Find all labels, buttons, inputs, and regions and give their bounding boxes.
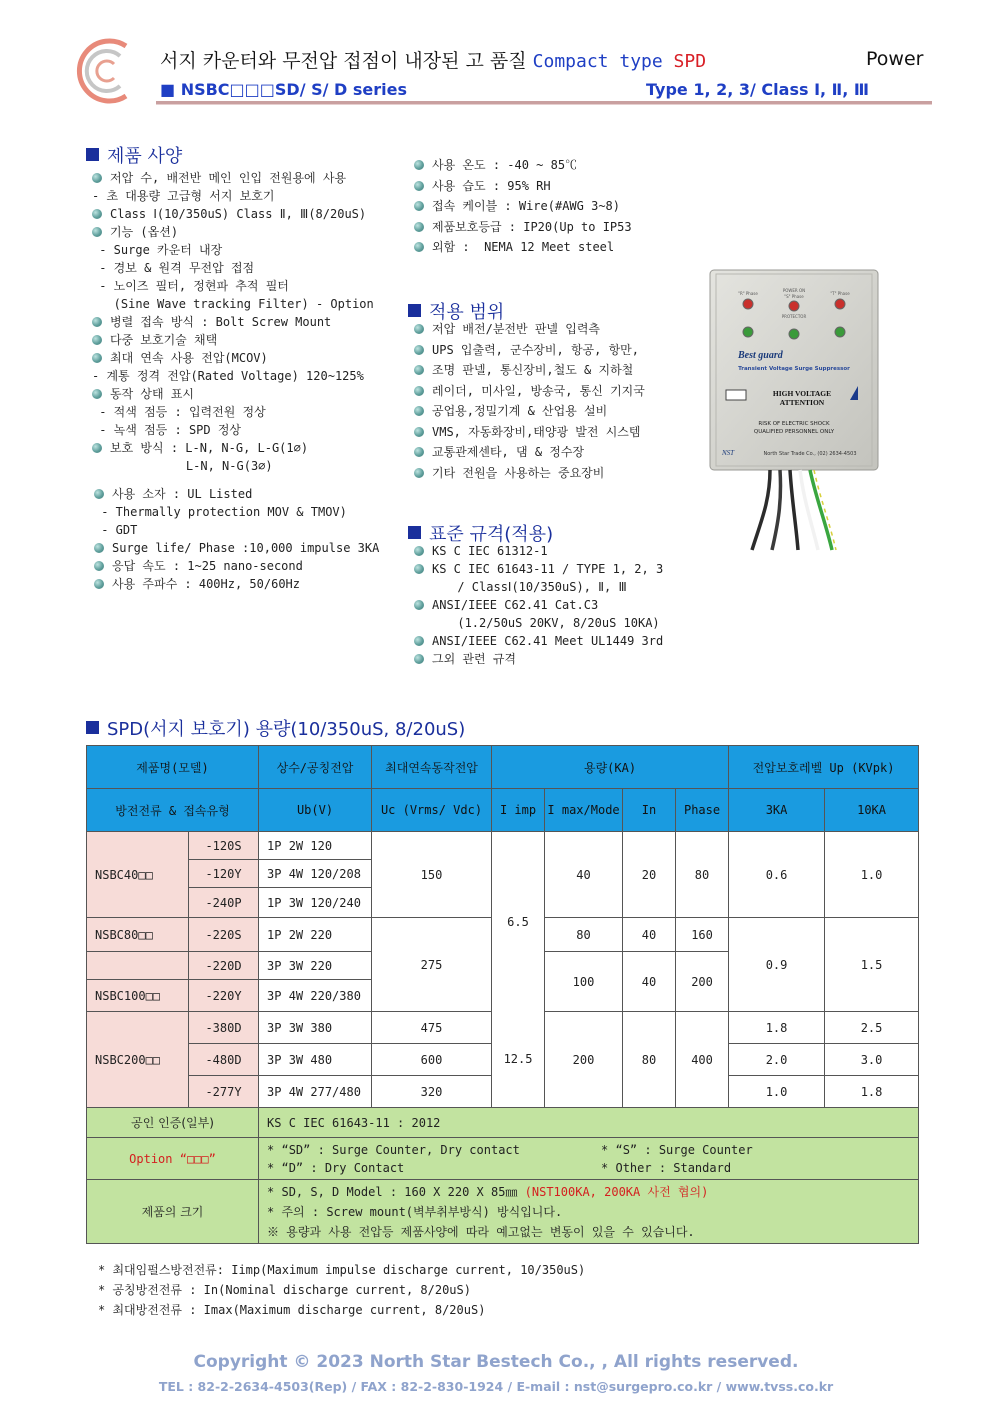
list-item — [414, 578, 663, 596]
svg-text:QUALIFIED PERSONNEL ONLY: QUALIFIED PERSONNEL ONLY — [753, 429, 835, 435]
imax-cell: 40 — [545, 832, 623, 918]
k3-cell: 2.0 — [729, 1044, 825, 1076]
list-item-text: 공업용,정밀기계 & 산업용 설비 — [432, 404, 608, 418]
list-item — [92, 277, 374, 295]
svg-text:POWER ON: POWER ON — [782, 288, 806, 293]
list-item-text: (Sine Wave tracking Filter) - Option — [92, 297, 374, 311]
option-s: * “S” : Surge Counter — [601, 1142, 753, 1157]
model-nsbc40: NSBC40□□ — [87, 832, 189, 918]
bullet-dot-icon — [414, 447, 424, 457]
header-model: 제품명(모델) — [87, 746, 259, 789]
bullet-dot-icon — [414, 468, 424, 478]
phase-cell: 80 — [676, 832, 729, 918]
list-item-text: - Thermally protection MOV & TMOV) — [94, 505, 347, 519]
list-item-text: 보호 방식 : L-N, N-G, L-G(1∅) — [110, 441, 309, 455]
list-item — [414, 155, 632, 176]
k3-cell: 1.0 — [729, 1076, 825, 1108]
spec-section-title: 제품 사양 — [86, 142, 182, 168]
list-item-text: 응답 속도 : 1~25 nano-second — [112, 559, 303, 573]
list-item-text: Surge life/ Phase :10,000 impulse 3KA — [112, 541, 380, 555]
header-imax: I max/Mode — [545, 789, 623, 832]
suffix-cell: -480D — [189, 1044, 259, 1076]
list-item — [414, 596, 663, 614]
header-capacity: 용량(KA) — [492, 746, 729, 789]
application-list — [414, 319, 645, 483]
bullet-dot-icon — [92, 227, 102, 237]
list-item — [92, 421, 374, 439]
suffix-cell: -220S — [189, 918, 259, 952]
page-title — [160, 46, 706, 73]
size-dimensions: * SD, S, D Model : 160 X 220 X 85㎜ — [267, 1184, 525, 1199]
suffix-cell: -240P — [189, 888, 259, 918]
in-cell: 40 — [623, 952, 676, 1012]
svg-text:"S" Phase: "S" Phase — [784, 294, 804, 299]
k10-cell: 2.5 — [825, 1012, 919, 1044]
phase-cell: 400 — [676, 1012, 729, 1108]
uc-cell: 275 — [372, 918, 492, 1012]
imax-cell: 100 — [545, 952, 623, 1012]
header-protection-level: 전압보호레벨 Up (KVpk) — [729, 746, 919, 789]
list-item-text: 최대 연속 사용 전압(MCOV) — [110, 351, 268, 365]
bullet-dot-icon — [92, 389, 102, 399]
size-label: 제품의 크기 — [87, 1180, 259, 1244]
suffix-cell: -120Y — [189, 860, 259, 888]
list-item — [414, 401, 645, 422]
contact-info: TEL : 82-2-2634-4503(Rep) / FAX : 82-2-830-1924 / E-mail : nst@surgepro.co.kr / www.tvss.co.kr — [158, 1379, 834, 1394]
spec-list-2 — [94, 485, 379, 593]
uc-cell: 320 — [372, 1076, 492, 1108]
list-item-text: - 노이즈 필터, 정현파 추적 필터 — [92, 279, 289, 293]
k10-cell: 3.0 — [825, 1044, 919, 1076]
model-blank — [87, 952, 189, 980]
bullet-dot-icon — [92, 443, 102, 453]
model-nsbc200: NSBC200□□ — [87, 1012, 189, 1108]
size-caution: * 주의 : Screw mount(벽부취부방식) 방식입니다. — [267, 1204, 563, 1219]
title-spd: SPD — [673, 51, 707, 72]
cert-value: KS C IEC 61643-11 : 2012 — [259, 1108, 919, 1138]
list-item-text: VMS, 자동화장비,태양광 발전 시스템 — [432, 424, 641, 439]
bullet-dot-icon — [92, 317, 102, 327]
list-item — [92, 385, 374, 403]
k10-cell: 1.5 — [825, 918, 919, 1012]
list-item-text: / ClassⅠ(10/350uS), Ⅱ, Ⅲ — [414, 580, 627, 594]
list-item — [92, 187, 374, 205]
option-other: * Other : Standard — [601, 1160, 732, 1175]
list-item-text: ANSI/IEEE C62.41 Cat.C3 — [432, 598, 599, 612]
list-item-text: 사용 주파수 : 400Hz, 50/60Hz — [112, 577, 301, 591]
list-item — [92, 313, 374, 331]
list-item-text: 교통관제센타, 댐 & 정수장 — [432, 445, 585, 459]
list-item-text: 레이더, 미사일, 방송국, 통신 기지국 — [432, 383, 645, 398]
list-item — [414, 319, 645, 340]
ub-cell: 3P 3W 380 — [259, 1012, 372, 1044]
list-item-text: UPS 입출력, 군수장비, 항공, 항만, — [432, 342, 639, 357]
bullet-dot-icon — [94, 579, 104, 589]
cert-label: 공인 인증(일부) — [87, 1108, 259, 1138]
list-item — [414, 360, 645, 381]
bullet-dot-icon — [414, 324, 424, 334]
list-item-text: 기타 전원을 사용하는 중요장비 — [432, 465, 605, 480]
list-item — [414, 614, 663, 632]
in-cell: 80 — [623, 1012, 676, 1108]
bullet-dot-icon — [94, 561, 104, 571]
bullet-dot-icon — [92, 335, 102, 345]
company-logo-icon — [74, 36, 154, 106]
k3-cell: 0.9 — [729, 918, 825, 1012]
standards-list — [414, 542, 663, 668]
list-item — [94, 503, 379, 521]
option-description — [259, 1138, 919, 1180]
model-nsbc100: NSBC100□□ — [87, 980, 189, 1012]
list-item — [92, 259, 374, 277]
ub-cell: 3P 4W 277/480 — [259, 1076, 372, 1108]
list-item — [414, 650, 663, 668]
ub-cell: 1P 2W 120 — [259, 832, 372, 860]
bullet-dot-icon — [414, 427, 424, 437]
list-item-text: - 적색 점등 : 입력전원 정상 — [92, 405, 266, 419]
bullet-dot-icon — [414, 345, 424, 355]
title-korean: 서지 카운터와 무전압 접점이 내장된 고 품질 — [160, 50, 533, 72]
size-description — [259, 1180, 919, 1244]
list-item — [92, 367, 374, 385]
bullet-dot-icon — [414, 242, 424, 252]
model-nsbc80: NSBC80□□ — [87, 918, 189, 952]
list-item — [414, 196, 632, 217]
list-item — [92, 331, 374, 349]
footnote: * 공칭방전전류 : In(Nominal discharge current, 8/20uS) — [98, 1283, 471, 1297]
header-3ka: 3KA — [729, 789, 825, 832]
header-uc: Uc (Vrms/ Vdc) — [372, 789, 492, 832]
list-item — [92, 439, 374, 457]
list-item-text: 그외 관련 규격 — [432, 652, 517, 666]
uc-cell: 600 — [372, 1044, 492, 1076]
list-item-text: (1.2/50uS 20KV, 8/20uS 10KA) — [414, 616, 660, 630]
list-item — [414, 381, 645, 402]
list-item — [94, 485, 379, 503]
option-d: * “D” : Dry Contact — [267, 1160, 405, 1175]
list-item-text: - GDT — [94, 523, 138, 537]
ub-cell: 3P 3W 480 — [259, 1044, 372, 1076]
list-item-text: 동작 상태 표시 — [110, 387, 195, 401]
bullet-dot-icon — [414, 406, 424, 416]
option-label: Option “□□□” — [87, 1138, 259, 1180]
svg-text:"T" Phase: "T" Phase — [830, 291, 850, 296]
bullet-dot-icon — [92, 353, 102, 363]
list-item-text: 사용 온도 : -40 ~ 85℃ — [432, 158, 578, 172]
list-item — [92, 457, 374, 475]
list-item — [92, 169, 374, 187]
header-divider-thin — [156, 104, 932, 105]
list-item — [414, 632, 663, 650]
ub-cell: 1P 2W 220 — [259, 918, 372, 952]
header-ub: Ub(V) — [259, 789, 372, 832]
header-phase: Phase — [676, 789, 729, 832]
svg-text:NST: NST — [722, 449, 735, 457]
bullet-dot-icon — [414, 564, 424, 574]
svg-text:North Star Trade Co., (02) 263: North Star Trade Co., (02) 2634-4503 — [763, 451, 857, 457]
k10-cell: 1.8 — [825, 1076, 919, 1108]
list-item-text: KS C IEC 61643-11 / TYPE 1, 2, 3 — [432, 562, 664, 576]
bullet-dot-icon — [414, 160, 424, 170]
bullet-dot-icon — [414, 546, 424, 556]
list-item-text: - 계통 정격 전압(Rated Voltage) 120~125% — [92, 369, 364, 383]
list-item — [414, 560, 663, 578]
list-item-text: 제품보호등급 : IP20(Up to IP53 — [432, 219, 632, 234]
square-bullet-icon — [86, 721, 99, 734]
capacity-section-title: SPD(서지 보호기) 용량(10/350uS, 8/20uS) — [86, 715, 465, 741]
list-item-text: 저압 수, 배전반 메인 인입 전원용에 사용 — [110, 171, 347, 185]
bullet-dot-icon — [414, 386, 424, 396]
list-item-text: 접속 케이블 : Wire(#AWG 3~8) — [432, 199, 621, 213]
k3-cell: 1.8 — [729, 1012, 825, 1044]
bullet-dot-icon — [92, 209, 102, 219]
imax-cell: 80 — [545, 918, 623, 952]
header-in: In — [623, 789, 676, 832]
square-bullet-icon — [408, 526, 421, 539]
ub-cell: 3P 4W 220/380 — [259, 980, 372, 1012]
capacity-table — [86, 745, 919, 1244]
series-name: ■ NSBC□□□SD/ S/ D series — [160, 80, 408, 99]
in-cell: 40 — [623, 918, 676, 952]
suffix-cell: -277Y — [189, 1076, 259, 1108]
uc-cell: 150 — [372, 832, 492, 918]
list-item-text: 다중 보호기술 채택 — [110, 333, 218, 347]
bullet-dot-icon — [94, 543, 104, 553]
list-item-text: 병렬 접속 방식 : Bolt Screw Mount — [110, 315, 332, 329]
list-item — [94, 539, 379, 557]
list-item-text: 사용 소자 : UL Listed — [112, 487, 253, 501]
list-item — [92, 223, 374, 241]
copyright: Copyright © 2023 North Star Bestech Co., , All rights reserved. — [193, 1352, 799, 1372]
list-item — [92, 241, 374, 259]
list-item — [92, 349, 374, 367]
list-item — [414, 176, 632, 197]
suffix-cell: -220D — [189, 952, 259, 980]
list-item — [92, 403, 374, 421]
list-item-text: Class Ⅰ(10/350uS) Class Ⅱ, Ⅲ(8/20uS) — [110, 207, 367, 221]
bullet-dot-icon — [414, 181, 424, 191]
header-discharge-type: 방전전류 & 접속유형 — [87, 789, 259, 832]
svg-text:Best guard: Best guard — [738, 350, 783, 361]
header-phase-voltage: 상수/공칭전압 — [259, 746, 372, 789]
iimp-cell: 6.5 — [492, 832, 545, 1012]
suffix-cell: -120S — [189, 832, 259, 860]
size-disclaimer: ※ 용량과 사용 전압등 제품사양에 따라 예고없는 변동이 있을 수 있습니다. — [267, 1224, 695, 1239]
k10-cell: 1.0 — [825, 832, 919, 918]
bullet-dot-icon — [94, 489, 104, 499]
bullet-dot-icon — [414, 222, 424, 232]
k3-cell: 0.6 — [729, 832, 825, 918]
header-iimp: I imp — [492, 789, 545, 832]
list-item — [94, 575, 379, 593]
footnote: * 최대임펄스방전전류: Iimp(Maximum impulse discharge current, 10/350uS) — [98, 1263, 586, 1277]
suffix-cell: -380D — [189, 1012, 259, 1044]
list-item-text: - 경보 & 원격 무전압 접점 — [92, 261, 255, 275]
suffix-cell: -220Y — [189, 980, 259, 1012]
list-item — [92, 295, 374, 313]
square-bullet-icon — [86, 148, 99, 161]
phase-cell: 200 — [676, 952, 729, 1012]
list-item — [414, 422, 645, 443]
application-section-title: 적용 범위 — [408, 298, 504, 324]
size-note-red: (NST100KA, 200KA 사전 협의) — [524, 1184, 709, 1199]
bullet-dot-icon — [414, 365, 424, 375]
svg-text:"R" Phase: "R" Phase — [738, 291, 758, 296]
list-item-text: ANSI/IEEE C62.41 Meet UL1449 3rd — [432, 634, 664, 648]
ub-cell: 1P 3W 120/240 — [259, 888, 372, 918]
list-item-text: 조명 판넬, 통신장비,철도 & 지하철 — [432, 363, 634, 377]
bullet-dot-icon — [414, 636, 424, 646]
device-photo — [700, 262, 886, 552]
list-item-text: - Surge 카운터 내장 — [92, 243, 223, 257]
bullet-dot-icon — [414, 600, 424, 610]
imax-cell: 200 — [545, 1012, 623, 1108]
list-item-text: 저압 배전/분전반 판넬 입력측 — [432, 322, 601, 336]
list-item — [94, 521, 379, 539]
list-item — [414, 442, 645, 463]
iimp-cell: 12.5 — [492, 1012, 545, 1108]
bullet-dot-icon — [414, 201, 424, 211]
ub-cell: 3P 4W 120/208 — [259, 860, 372, 888]
svg-text:PROTECTOR: PROTECTOR — [781, 314, 807, 319]
footnotes — [98, 1260, 585, 1320]
in-cell: 20 — [623, 832, 676, 918]
list-item-text: 사용 습도 : 95% RH — [432, 178, 551, 193]
list-item-text: - 초 대용량 고급형 서지 보호기 — [92, 189, 275, 203]
list-item-text: - 녹색 점등 : SPD 정상 — [92, 423, 242, 437]
bullet-dot-icon — [92, 173, 102, 183]
list-item-text: KS C IEC 61312-1 — [432, 544, 548, 558]
bullet-dot-icon — [414, 654, 424, 664]
svg-text:RISK OF ELECTRIC SHOCK: RISK OF ELECTRIC SHOCK — [758, 421, 830, 427]
list-item — [414, 542, 663, 560]
environment-list — [414, 155, 632, 258]
footnote: * 최대방전전류 : Imax(Maximum discharge current, 8/20uS) — [98, 1303, 486, 1317]
list-item — [414, 237, 632, 258]
list-item — [94, 557, 379, 575]
standards-section-title: 표준 규격(적용) — [408, 520, 553, 546]
svg-text:ATTENTION: ATTENTION — [779, 398, 825, 407]
uc-cell: 475 — [372, 1012, 492, 1044]
list-item-text: L-N, N-G(3∅) — [92, 459, 273, 473]
header-10ka: 10KA — [825, 789, 919, 832]
header-mcov: 최대연속동작전압 — [372, 746, 492, 789]
title-power: Power — [866, 48, 924, 70]
list-item-text: 기능 (옵션) — [110, 225, 179, 239]
list-item — [414, 217, 632, 238]
list-item — [414, 340, 645, 361]
list-item — [92, 205, 374, 223]
title-compact: Compact type — [532, 51, 674, 72]
list-item — [414, 463, 645, 484]
option-sd: * “SD” : Surge Counter, Dry contact — [267, 1142, 520, 1157]
phase-cell: 160 — [676, 918, 729, 952]
svg-text:HIGH VOLTAGE: HIGH VOLTAGE — [772, 389, 832, 398]
svg-text:Transient Voltage Surge Suppre: Transient Voltage Surge Suppressor — [738, 366, 850, 372]
type-class: Type 1, 2, 3/ Class Ⅰ, Ⅱ, Ⅲ — [646, 80, 869, 99]
square-bullet-icon — [408, 304, 421, 317]
ub-cell: 3P 3W 220 — [259, 952, 372, 980]
list-item-text: 외함 : NEMA 12 Meet steel — [432, 240, 615, 254]
spec-list — [92, 169, 374, 475]
